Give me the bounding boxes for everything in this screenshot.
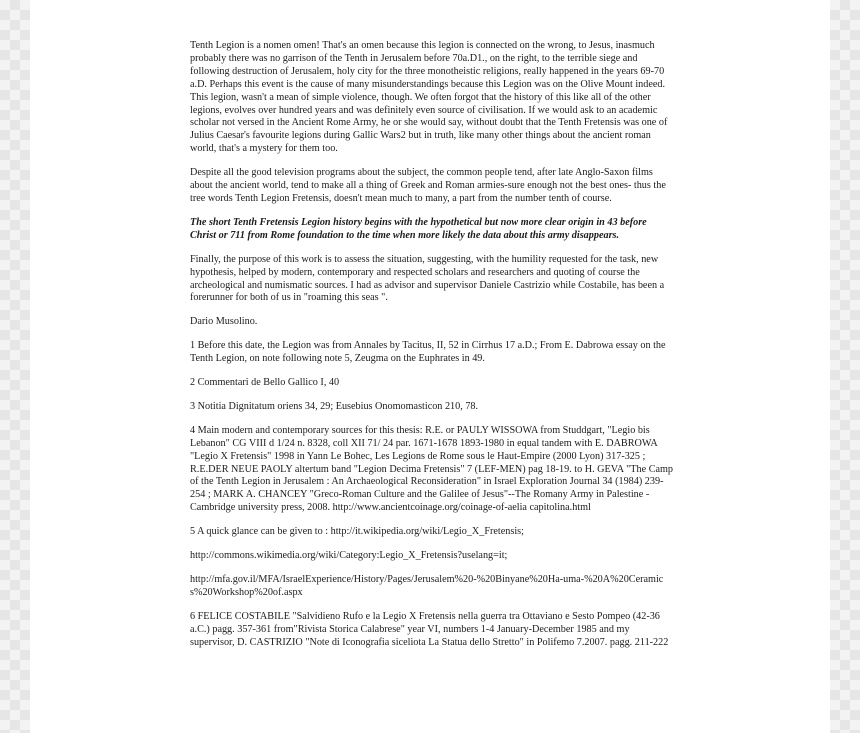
- intro-paragraph: Tenth Legion is a nomen omen! That's an omen because this legion is connected on the wrong, to Jesus, inasmuch probably there was no garrison of the Tenth in Jerusalem before 70a.D1., on the right, to the terrible siege and following destruction of Jerusalem, holy city for the three monotheistic religions, really happened in the years 69-70 a.D. Perhaps this event is the cause of many misunderstandings because this Legion was on the Olive Mount indeed. This legion, wasn't a mean of simple violence, though. We often forgot that the history of this like all of the other legions, evolves over hundred years and was definitely even source of civilisation. If we would ask to an academic scholar not versed in the Ancient Rome Army, he or she would say, without doubt that the Tenth Fretensis was one of Julius Caesar's favourite legions during Gallic Wars2 but in truth, like many other things about the ancient roman world, that's a mystery for them too.: [190, 40, 668, 155]
- short-history-paragraph: The short Tenth Fretensis Legion history begins with the hypothetical but now more clear origin in 43 before Christ or 711 from Rome foundation to the time when more likely the data about this army disappears.: [190, 216, 647, 241]
- transparency-edge-right: [830, 0, 860, 733]
- finally-paragraph: Finally, the purpose of this work is to assess the situation, suggesting, with the humility requested for the task, new hypothesis, helped by modern, contemporary and respected scholars and researchers and quoting of course the archeological and numismatic sources. I had as advisor and supervisor Daniele Castrizio while Costabile, has been a forerunner for both of us in "roaming this seas ".: [190, 253, 665, 304]
- transparency-edge-left: [0, 0, 30, 733]
- despite-paragraph: Despite all the good television programs about the subject, the common people tend, after late Anglo-Saxon films about the ancient world, tend to make all a thing of Greek and Roman armies-sure enough not the best ones- thus the tree words Tenth Legion Fretensis, doesn't mean much to many, a part from the number tenth of course.: [190, 167, 666, 204]
- footnote-5: 5 A quick glance can be given to : http://it.wikipedia.org/wiki/Legio_X_Fretensis;: [190, 526, 524, 538]
- commons-link[interactable]: http://commons.wikimedia.org/wiki/Category:Legio_X_Fretensis?uselang=it;: [190, 550, 508, 562]
- footnote-2: 2 Commentari de Bello Gallico I, 40: [190, 377, 340, 389]
- mfa-link[interactable]: http://mfa.gov.il/MFA/IsraelExperience/History/Pages/Jerusalem%20-%20Binyane%20Ha-uma-%20A%20Ceramics%20Workshop%20of.aspx: [190, 574, 664, 598]
- footnote-4: 4 Main modern and contemporary sources for this thesis: R.E. or PAULY WISSOWA from Studdgart, "Legio bis Lebanon" CG VIII d 1/24 n. 8328, coll XII 71/ 24 par. 1671-1678 1893-1980 in equal tandem with E. DABROWA "Legio X Fretensis" 1998 in Yann Le Bohec, Les Legions de Rome sous le Haut-Empire (2000 Lyon) 317-325 ; R.E.DER NEUE PAOLY altertum band "Legion Decima Fretensis" 7 (LEF-MEN) pag 18-19. to H. GEVA "The Camp of the Tenth Legion in Jerusalem : An Archaeological Reconsideration" in Israel Exploration Journal 34 (1984) 239-254 ; MARK A. CHANCEY "Greco-Roman Culture and the Galilee of Jesus"--The Romany Army in Palestine - Cambridge university press, 2008. http://www.ancientcoinage.org/coinage-of-aelia capitolina.html: [190, 424, 674, 514]
- author-signature: Dario Musolino.: [190, 316, 258, 328]
- footnote-3: 3 Notitia Dignitatum oriens 34, 29; Eusebius Onomomasticon 210, 78.: [190, 400, 479, 412]
- document-page: [190, 40, 674, 661]
- footnote-6: 6 FELICE COSTABILE "Salvidieno Rufo e la Legio X Fretensis nella guerra tra Ottaviano e Sesto Pompeo (42-36 a.C.) pagg. 357-361 from"Rivista Storica Calabrese" year VI, numbers 1-4 January-December 1985 and my supervisor, D. CASTRIZIO "Note di Iconografia siceliota La Statua dello Stretto" in Polifemo 7.2007. pagg. 211-222: [190, 610, 669, 648]
- footnote-1: 1 Before this date, the Legion was from Annales by Tacitus, II, 52 in Cirrhus 17 a.D.; From E. Dabrowa essay on the Tenth Legion, on note following note 5, Zeugma on the Euphrates in 49.: [190, 340, 666, 365]
